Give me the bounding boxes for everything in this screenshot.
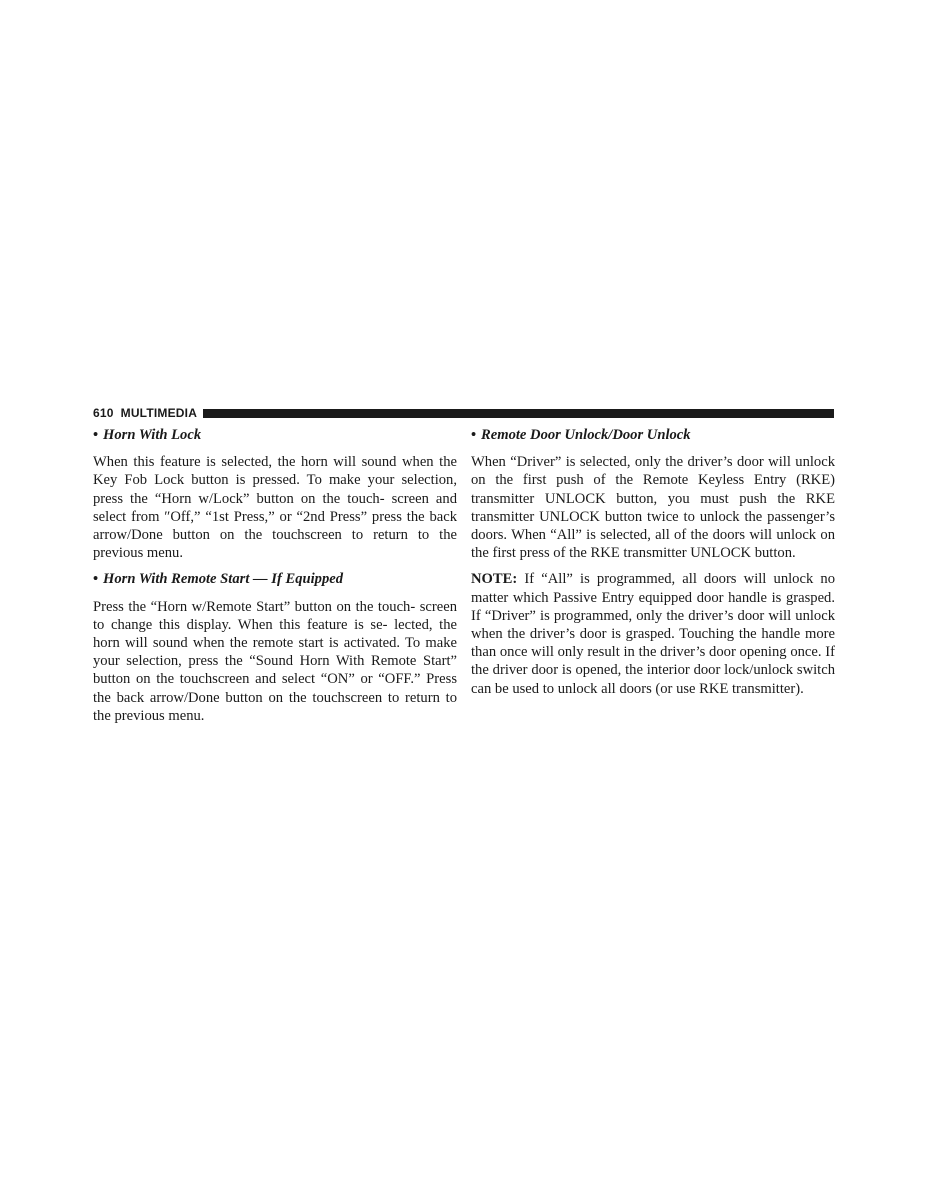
paragraph-horn-with-remote-start: Press the “Horn w/Remote Start” button on the touch- screen to change this display. When this feature is se- lected, the horn will sound when the remote start is activated. To make your selection, press the “Sound Horn With Remote Start” button on the touchscreen and select “ON” or “OFF.” Press the back arrow/Done button on the touchscreen to return to the previous menu. — [93, 598, 457, 724]
heading-text: Horn With Lock — [103, 427, 202, 443]
heading-text: Horn With Remote Start — If Equipped — [103, 571, 344, 588]
bullet-icon: • — [93, 571, 99, 588]
bullet-icon: • — [471, 427, 477, 443]
left-column — [93, 426, 457, 733]
page-header — [93, 405, 834, 421]
bullet-icon: • — [93, 427, 99, 443]
heading-text: Remote Door Unlock/Door Unlock — [481, 427, 691, 443]
note-label: NOTE: — [471, 571, 518, 588]
note-text: If “All” is programmed, all doors will unlock no matter which Passive Entry equipped door handle is grasped. If “Driver” is programmed, only the driver’s door will unlock when the driver’s door is grasped. Touching the handle more than once will only result in the driver’s door opening once. If the driver door is opened, the interior door lock/unlock switch can be used to unlock all doors (or use RKE transmitter). — [471, 571, 835, 697]
bullet-heading-horn-with-remote-start — [93, 570, 457, 588]
header-rule — [203, 409, 834, 418]
right-column — [471, 426, 835, 706]
page-number: 610 — [93, 406, 114, 420]
section-title: MULTIMEDIA — [120, 406, 198, 420]
note-paragraph — [471, 570, 835, 697]
bullet-heading-remote-door-unlock — [471, 426, 835, 444]
bullet-heading-horn-with-lock — [93, 426, 457, 444]
paragraph-horn-with-lock: When this feature is selected, the horn will sound when the Key Fob Lock button is pressed. To make your selection, press the “Horn w/Lock” button on the touch- screen and select from ″Off,” “1st Press,” or “2nd Press” press the back arrow/Done button on the touchscreen to return to the previous menu. — [93, 454, 457, 562]
paragraph-remote-door-unlock: When “Driver” is selected, only the driver’s door will unlock on the first push of the Remote Keyless Entry (RKE) transmitter UNLOCK button, you must push the RKE transmitter UNLOCK button twice to unlock the passenger’s doors. When “All” is selected, all of the doors will unlock on the first press of the RKE transmitter UNLOCK button. — [471, 454, 835, 562]
